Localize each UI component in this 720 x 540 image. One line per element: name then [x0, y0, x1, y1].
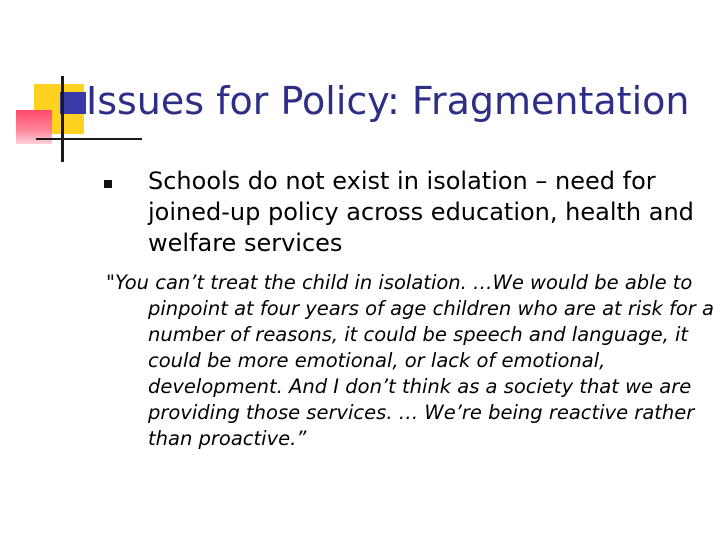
vertical-rule — [61, 76, 64, 162]
slide-title: Issues for Policy: Fragmentation — [86, 79, 690, 123]
bullet-text: Schools do not exist in isolation – need for joined-up policy across education, health and welfare services — [148, 167, 694, 257]
square-bullet-icon — [104, 180, 112, 188]
horizontal-rule — [36, 138, 142, 140]
quote-text: "You can’t treat the child in isolation. …We would be able to pinpoint at four years of age children who are at risk for a number of reasons, it could be speech and language, it could be more emotional, or lack of emotional, development. And I don’t think as a society that we are providing those services. … We’re being reactive rather than proactive.” — [106, 271, 714, 450]
